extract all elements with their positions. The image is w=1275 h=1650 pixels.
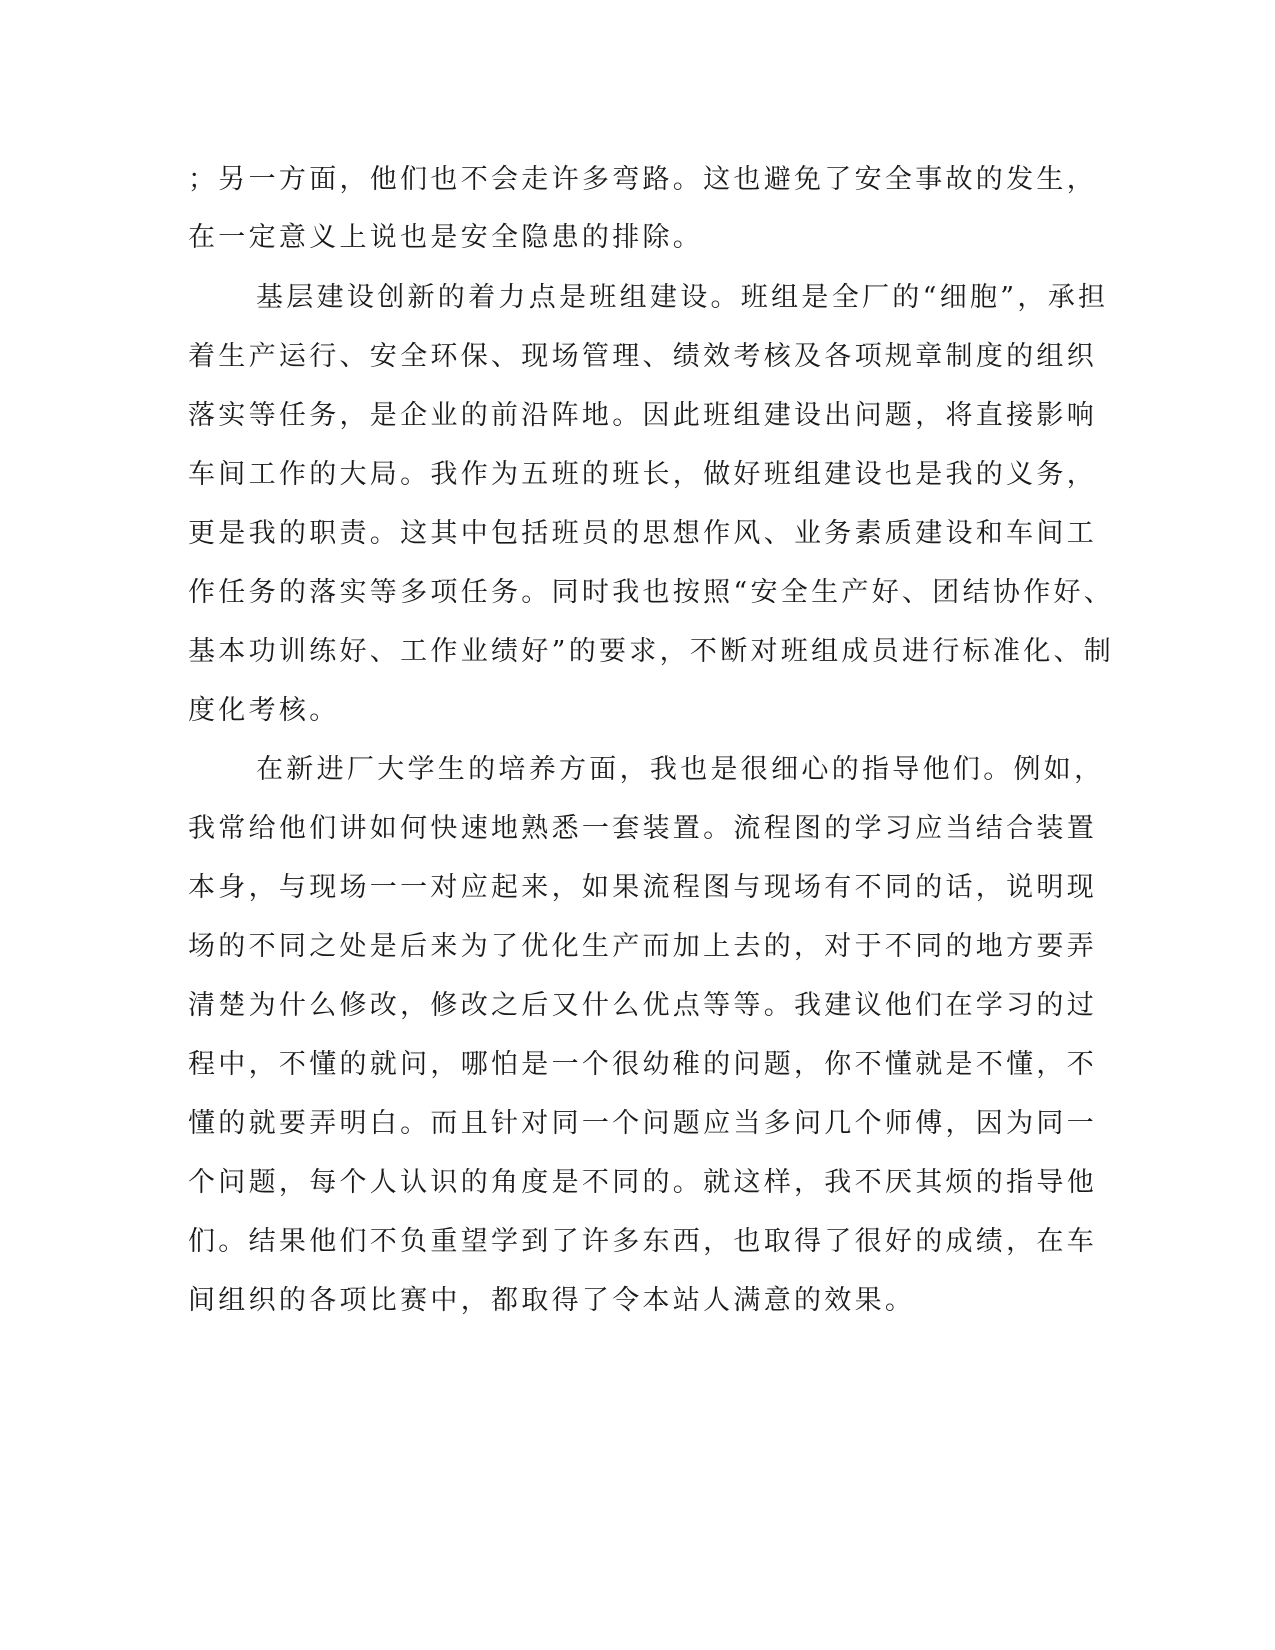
paragraph-3-line-2: 我常给他们讲如何快速地熟悉一套装置。流程图的学习应当结合装置	[188, 813, 1097, 844]
paragraph-3-line-9: 们。结果他们不负重望学到了许多东西，也取得了很好的成绩，在车	[188, 1226, 1097, 1257]
paragraph-3-line-10: 间组织的各项比赛中，都取得了令本站人满意的效果。	[188, 1285, 916, 1316]
paragraph-3-line-1: 在新进厂大学生的培养方面，我也是很细心的指导他们。例如，	[256, 754, 1105, 785]
paragraph-3-line-3: 本身，与现场一一对应起来，如果流程图与现场有不同的话，说明现	[188, 872, 1097, 903]
paragraph-2-line-7: 基本功训练好、工作业绩好”的要求，不断对班组成员进行标准化、制	[188, 636, 1115, 667]
paragraph-2-line-1: 基层建设创新的着力点是班组建设。班组是全厂的“细胞”，承担	[256, 282, 1109, 313]
paragraph-3-line-7: 懂的就要弄明白。而且针对同一个问题应当多问几个师傅，因为同一	[188, 1108, 1097, 1139]
paragraph-3-line-6: 程中，不懂的就问，哪怕是一个很幼稚的问题，你不懂就是不懂，不	[188, 1049, 1097, 1080]
paragraph-1-line-1: ；另一方面，他们也不会走许多弯路。这也避免了安全事故的发生，	[188, 164, 1097, 195]
paragraph-3-line-5: 清楚为什么修改，修改之后又什么优点等等。我建议他们在学习的过	[188, 990, 1097, 1021]
paragraph-2-line-5: 更是我的职责。这其中包括班员的思想作风、业务素质建设和车间工	[188, 518, 1097, 549]
paragraph-2-line-2: 着生产运行、安全环保、现场管理、绩效考核及各项规章制度的组织	[188, 341, 1097, 372]
paragraph-2-line-4: 车间工作的大局。我作为五班的班长，做好班组建设也是我的义务，	[188, 459, 1097, 490]
paragraph-3-line-8: 个问题，每个人认识的角度是不同的。就这样，我不厌其烦的指导他	[188, 1167, 1097, 1198]
paragraph-2-line-3: 落实等任务，是企业的前沿阵地。因此班组建设出问题，将直接影响	[188, 400, 1097, 431]
paragraph-2-line-6: 作任务的落实等多项任务。同时我也按照“安全生产好、团结协作好、	[188, 577, 1115, 608]
paragraph-1-line-2: 在一定意义上说也是安全隐患的排除。	[188, 222, 704, 253]
paragraph-3-line-4: 场的不同之处是后来为了优化生产而加上去的，对于不同的地方要弄	[188, 931, 1097, 962]
paragraph-2-line-8: 度化考核。	[188, 695, 340, 726]
